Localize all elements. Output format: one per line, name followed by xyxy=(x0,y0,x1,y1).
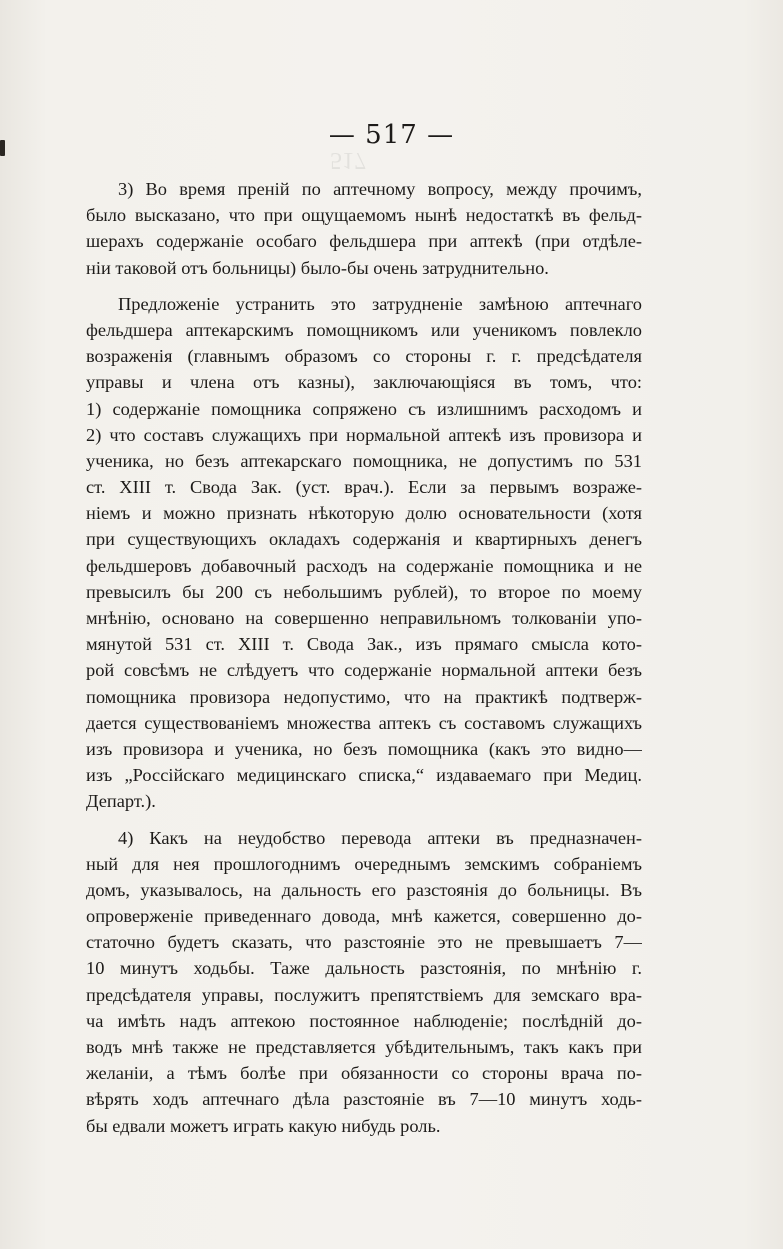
page-number: — 517 — xyxy=(328,120,455,150)
text-line: ча имѣть надъ аптекою постоянное наблюденіе; послѣдній до- xyxy=(86,1010,642,1031)
text-line: статочно будетъ сказать, что разстояніе это не превышаетъ 7— xyxy=(86,932,642,953)
text-line: было высказано, что при ощущаемомъ нынѣ недостаткѣ въ фельд- xyxy=(86,205,642,226)
body-text xyxy=(86,176,642,1139)
text-line: бы едвали можетъ играть какую нибудь роль. xyxy=(86,1115,441,1136)
text-line: 10 минутъ ходьбы. Таже дальность разстоянія, по мнѣнію г. xyxy=(86,958,642,979)
text-line: изъ провизора и ученика, но безъ помощника (какъ это видно— xyxy=(86,738,642,759)
bleed-through-shadow: 517 xyxy=(330,147,366,173)
text-line: мнѣнію, основано на совершенно неправильномъ толкованіи упо- xyxy=(86,608,642,628)
text-line: ст. XIII т. Свода Зак. (уст. врач.). Если за первымъ возраже- xyxy=(86,477,642,498)
text-line: желаніи, а тѣмъ болѣе при обязанности со стороны врача по- xyxy=(86,1063,642,1084)
text-line: дается существованіемъ множества аптекъ съ составомъ служащихъ xyxy=(86,712,642,733)
text-line: управы и члена отъ казны), заключающіяся въ томъ, что: xyxy=(86,372,642,393)
text-line: опроверженіе приведеннаго довода, мнѣ кажется, совершенно до- xyxy=(86,906,642,927)
text-line: ніи таковой отъ больницы) было-бы очень затруднительно. xyxy=(86,257,549,278)
text-line: Предложеніе устранить это затрудненіе замѣною аптечнаго xyxy=(118,293,642,314)
text-line: ученика, но безъ аптекарскаго помощника, не допустимъ по 531 xyxy=(86,450,642,471)
text-line: водъ мнѣ также не представляется убѣдительнымъ, такъ какъ при xyxy=(86,1037,642,1057)
text-line: 3) Во время преній по аптечному вопросу, между прочимъ, xyxy=(118,179,642,199)
text-line: предсѣдателя управы, послужитъ препятствіемъ для земскаго вра- xyxy=(86,984,642,1005)
text-line: вѣрять ходъ аптечнаго дѣла разстояніе въ 7—10 минутъ ходь- xyxy=(86,1089,642,1110)
text-line: ніемъ и можно признать нѣкоторую долю основательности (хотя xyxy=(86,503,642,524)
text-line: мянутой 531 ст. XIII т. Свода Зак., изъ прямаго смысла кото- xyxy=(86,634,642,655)
text-line: 2) что составъ служащихъ при нормальной аптекѣ изъ провизора и xyxy=(86,424,642,445)
text-line: фельдшеровъ добавочный расходъ на содержаніе помощника и не xyxy=(86,555,642,576)
text-line: 1) содержаніе помощника сопряжено съ излишнимъ расходомъ и xyxy=(86,398,642,419)
text-line: домъ, указывалось, на дальность его разстоянія до больницы. Въ xyxy=(86,879,642,900)
text-line: фельдшера аптекарскимъ помощникомъ или ученикомъ повлекло xyxy=(86,319,642,340)
text-line: 4) Какъ на неудобство перевода аптеки въ предназначен- xyxy=(118,827,642,848)
text-line: изъ „Россійскаго медицинскаго списка,“ издаваемаго при Медиц. xyxy=(86,765,642,786)
text-line: при существующихъ окладахъ содержанія и квартирныхъ денегъ xyxy=(86,529,642,550)
text-line: помощника провизора недопустимо, что на практикѣ подтверж- xyxy=(86,686,642,707)
text-line: ный для нея прошлогоднимъ очереднымъ земскимъ собраніемъ xyxy=(86,853,642,874)
text-line: Департ.). xyxy=(86,791,156,812)
text-line: превысилъ бы 200 съ небольшимъ рублей), то второе по моему xyxy=(86,581,642,602)
text-line: рой совсѣмъ не слѣдуетъ что содержаніе нормальной аптеки безъ xyxy=(86,660,642,681)
text-line: шерахъ содержаніе особаго фельдшера при аптекѣ (при отдѣле- xyxy=(86,231,642,252)
text-line: возраженія (главнымъ образомъ со стороны г. г. предсѣдателя xyxy=(86,346,642,367)
